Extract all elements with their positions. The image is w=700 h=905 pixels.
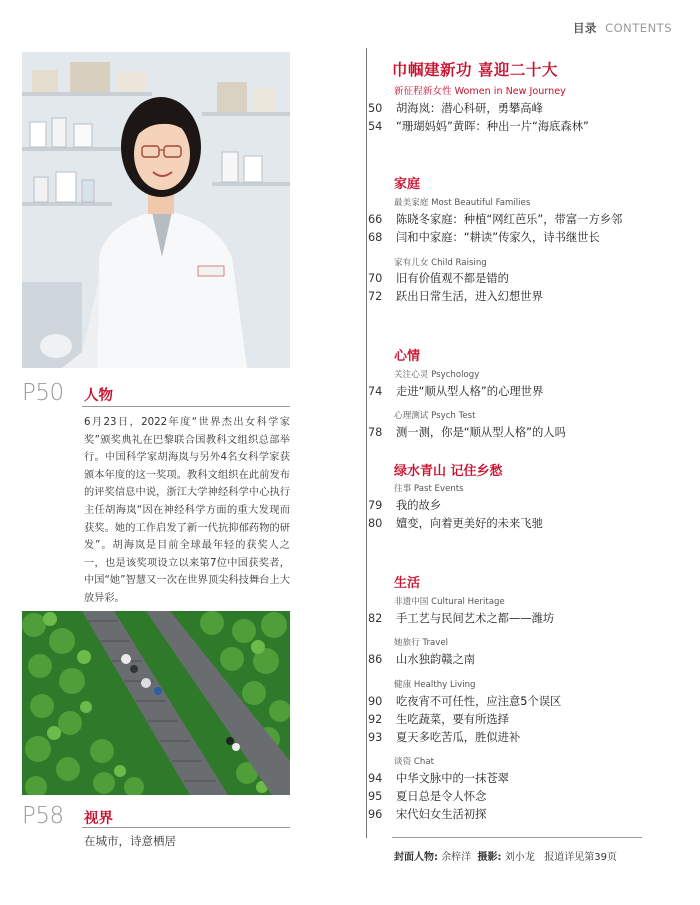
photo-name: 刘小龙 bbox=[504, 852, 535, 863]
section-mood-title: 心情 bbox=[394, 349, 421, 364]
header-cn: 目录 bbox=[572, 21, 597, 35]
family-subcategory-1: 最美家庭 Most Beautiful Families bbox=[394, 198, 531, 208]
cover-label: 封面人物: bbox=[394, 852, 438, 863]
p50-divider bbox=[82, 406, 290, 407]
section-green-title: 绿水青山 记住乡愁 bbox=[394, 464, 503, 479]
toc-entry[interactable]: 82 手工艺与民间艺术之都——潍坊 bbox=[368, 612, 555, 625]
life-subcategory-1: 非遗中国 Cultural Heritage bbox=[394, 597, 505, 607]
toc-entry[interactable]: 95 夏日总是令人怀念 bbox=[368, 790, 487, 803]
toc-entry[interactable]: 50 胡海岚：潜心科研，勇攀高峰 bbox=[368, 102, 543, 115]
toc-divider bbox=[366, 48, 367, 838]
contents-header bbox=[573, 20, 672, 36]
toc-entry[interactable]: 74 走进“顺从型人格”的心理世界 bbox=[368, 385, 544, 398]
toc-entry[interactable]: 79 我的故乡 bbox=[368, 499, 442, 512]
p58-section-title: 视界 bbox=[84, 811, 113, 827]
toc-main-title: 巾帼建新功 喜迎二十大 bbox=[392, 61, 558, 79]
cover-note: 报道详见第39页 bbox=[544, 852, 618, 863]
section-life-title: 生活 bbox=[394, 576, 421, 591]
toc-entry[interactable]: 70 旧有价值观不都是错的 bbox=[368, 272, 509, 285]
header-en: CONTENTS bbox=[605, 21, 672, 35]
green-subcategory-1: 往事 Past Events bbox=[394, 484, 464, 494]
p50-section-title: 人物 bbox=[84, 388, 113, 404]
p50-page-label: P50 bbox=[22, 380, 64, 406]
cover-name: 余梓洋 bbox=[441, 852, 472, 863]
toc-entry[interactable]: 72 跃出日常生活，进入幻想世界 bbox=[368, 290, 543, 303]
toc-entry[interactable]: 80 嬗变，向着更美好的未来飞驰 bbox=[368, 517, 543, 530]
lotus-illustration bbox=[22, 611, 290, 795]
toc-entry[interactable]: 78 测一测，你是“顺从型人格”的人吗 bbox=[368, 426, 566, 439]
photo-label: 摄影: bbox=[477, 852, 502, 863]
toc-entry[interactable]: 94 中华文脉中的一抹苍翠 bbox=[368, 772, 509, 785]
section-family-title: 家庭 bbox=[394, 177, 421, 192]
toc-entry[interactable]: 92 生吃蔬菜，要有所选择 bbox=[368, 713, 509, 726]
lotus-boardwalk-photo bbox=[22, 611, 290, 795]
toc-entry[interactable]: 96 宋代妇女生活初探 bbox=[368, 808, 487, 821]
life-subcategory-4: 谈资 Chat bbox=[394, 757, 435, 767]
p58-subtitle: 在城市，诗意栖居 bbox=[84, 834, 176, 848]
scientist-photo bbox=[22, 52, 290, 368]
life-subcategory-3: 健康 Healthy Living bbox=[394, 680, 476, 690]
mood-subcategory-1: 关注心灵 Psychology bbox=[394, 370, 480, 380]
life-subcategory-2: 她旅行 Travel bbox=[394, 638, 449, 648]
mood-subcategory-2: 心理测试 Psych Test bbox=[394, 411, 476, 421]
toc-entry[interactable]: 66 陈晓冬家庭：种植“网红芭乐”，带富一方乡邻 bbox=[368, 213, 623, 226]
p58-divider bbox=[82, 827, 290, 828]
cover-credit bbox=[394, 848, 617, 863]
footer-divider bbox=[392, 837, 642, 838]
scientist-illustration bbox=[22, 52, 290, 368]
toc-main-subtitle: 新征程新女性 Women in New Journey bbox=[394, 86, 566, 97]
family-subcategory-2: 家有儿女 Child Raising bbox=[394, 258, 487, 268]
p58-page-label: P58 bbox=[22, 803, 64, 829]
toc-entry[interactable]: 68 闫和中家庭：“耕读”传家久，诗书继世长 bbox=[368, 231, 600, 244]
toc-entry[interactable]: 90 吃夜宵不可任性，应注意5个误区 bbox=[368, 695, 562, 708]
toc-entry[interactable]: 86 山水独韵赣之南 bbox=[368, 653, 476, 666]
p50-description: 6月23日，2022年度“世界杰出女科学家奖”颁奖典礼在巴黎联合国教科文组织总部举行。中国科学家胡海岚与另外4名女科学家获颁本年度的这一奖项。教科文组织在此前发布的评奖信息中说，浙江大学神经科学中心执行主任胡海岚“因在神经科学方面的重大发现而获奖。她的工作启发了新一代抗抑郁药物的研发”。胡海岚是目前全球最年轻的获奖人之一，也是该奖项设立以来第7位中国获奖者，中国“她”智慧又一次在世界顶尖科技舞台上大放异彩。 bbox=[84, 417, 290, 604]
toc-entry[interactable]: 54 “珊瑚妈妈”黄晖：种出一片“海底森林” bbox=[368, 120, 589, 133]
toc-entry[interactable]: 93 夏天多吃苦瓜，胜似进补 bbox=[368, 731, 521, 744]
